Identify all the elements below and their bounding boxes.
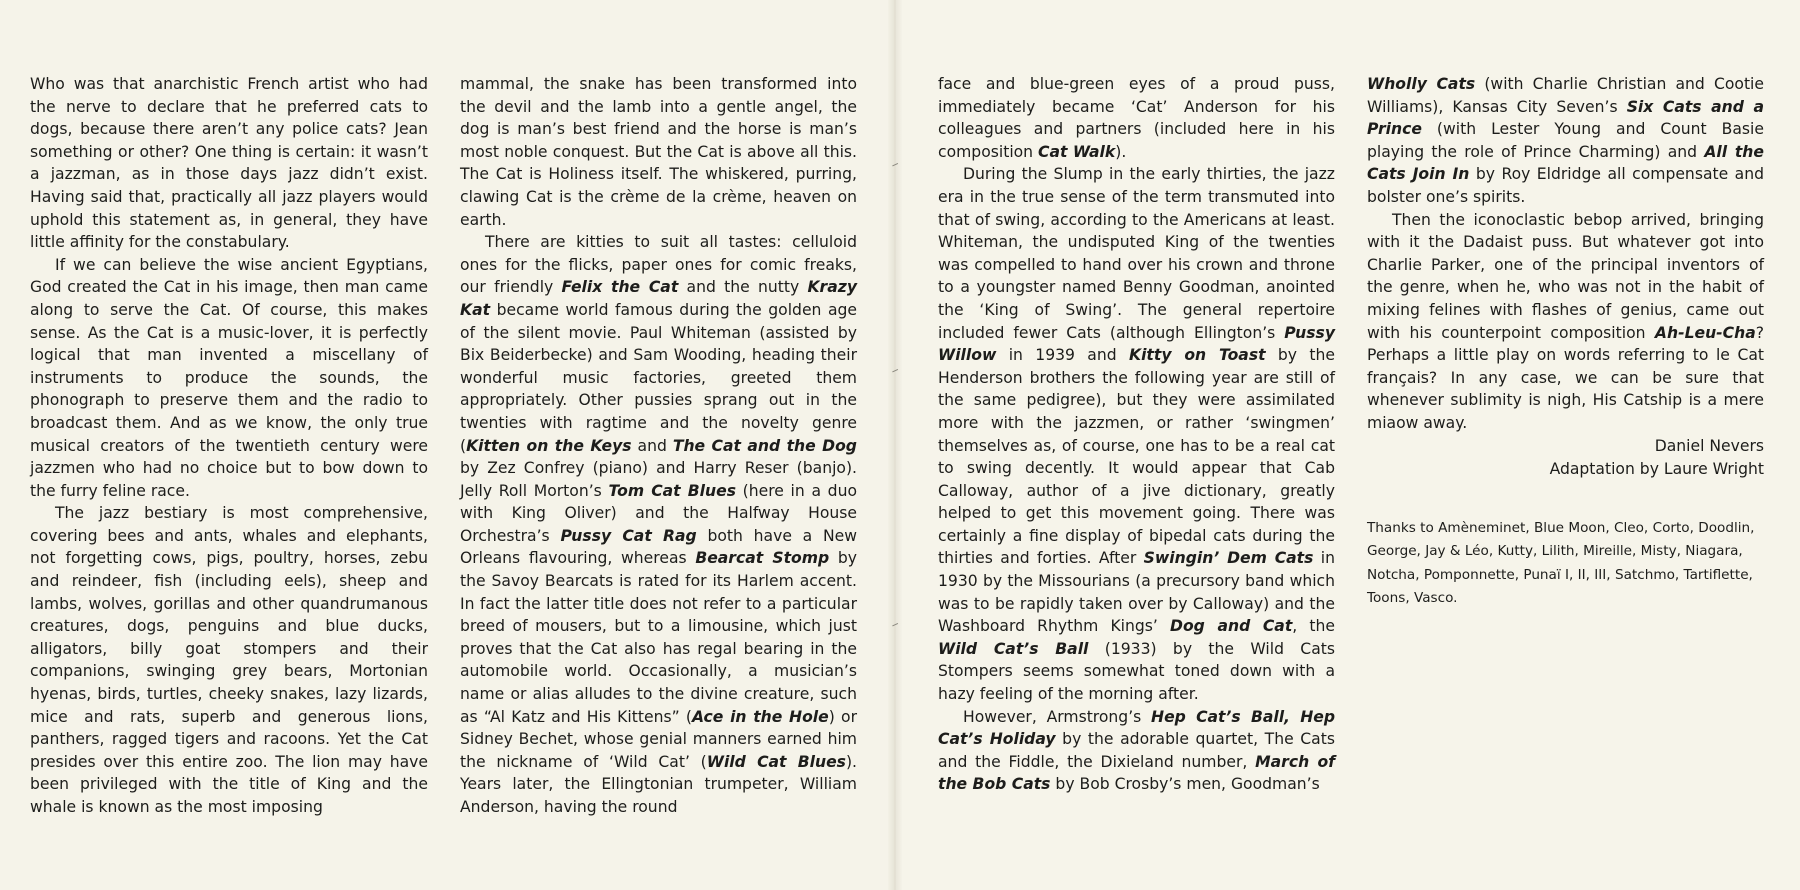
column-4 bbox=[1367, 73, 1764, 611]
song-title: Kitten on the Keys bbox=[466, 436, 632, 455]
paragraph: face and blue-green eyes of a proud puss, immediately became ‘Cat’ Anderson for his colleagues and partners (included here in his composition Cat Walk). bbox=[938, 75, 1335, 161]
paragraph: There are kitties to suit all tastes: celluloid ones for the flicks, paper ones for comic freaks, our friendly Felix the Cat and the nutty Krazy Kat became world famous during the golden age of the silent movie. Paul Whiteman (assisted by Bix Beiderbecke) and Sam Wooding, heading their wonderful music factories, greeted them appropriately. Other pussies sprang out in the twenties with ragtime and the novelty genre (Kitten on the Keys and The Cat and the Dog by Zez Confrey (piano) and Harry Reser (banjo). Jelly Roll Morton’s Tom Cat Blues (here in a duo with King Oliver) and the Halfway House Orchestra’s Pussy Cat Rag both have a New Orleans flavouring, whereas Bearcat Stomp by the Savoy Bearcats is rated for its Harlem accent. In fact the latter title does not refer to a particular breed of mousers, but to a limousine, which just proves that the Cat also has regal bearing in the automobile world. Occasionally, a musician’s name or alias alludes to the divine creature, such as “Al Katz and His Kittens” (Ace in the Hole) or Sidney Bechet, whose genial manners earned him the nickname of ‘Wild Cat’ (Wild Cat Blues). Years later, the Ellingtonian trumpeter, William Anderson, having the round bbox=[460, 233, 858, 816]
song-title: March of the Bob Cats bbox=[938, 752, 1335, 794]
column-1 bbox=[30, 73, 428, 819]
song-title: Pussy Willow bbox=[938, 323, 1335, 365]
song-title: Wholly Cats bbox=[1367, 75, 1476, 93]
thanks-note: Thanks to Amèneminet, Blue Moon, Cleo, Corto, Doodlin, George, Jay & Léo, Kutty, Lilith, Mireille, Misty, Niagara, Notcha, Pomponnette, Punaï I, II, III, Satchmo, Tartiflette, Toons, Vasco. bbox=[1367, 519, 1755, 606]
page-gutter bbox=[888, 0, 902, 890]
song-title: All the Cats Join In bbox=[1367, 142, 1764, 184]
song-title: Felix the Cat bbox=[561, 278, 679, 297]
author-name: Daniel Nevers bbox=[1654, 436, 1764, 455]
song-title: Cat Walk bbox=[1038, 142, 1116, 161]
song-title: Swingin’ Dem Cats bbox=[1143, 549, 1314, 568]
paragraph: If we can believe the wise ancient Egyptians, God created the Cat in his image, then man came along to serve the Cat. Of course, this makes sense. As the Cat is a music-lover, it is perfectly logical that man invented a miscellany of instruments to produce the sounds, the phonograph to preserve them and the radio to broadcast them. And as we know, the only true musical creators of the twentieth century were jazzmen who had no choice but to bow down to the furry feline race. bbox=[30, 255, 428, 500]
song-title: Wild Cat’s Ball bbox=[938, 639, 1089, 658]
column-2 bbox=[460, 73, 857, 819]
paragraph: During the Slump in the early thirties, the jazz era in the true sense of the term transmuted into that of swing, according to the Americans at least. Whiteman, the undisputed King of the twenties was compelled to hand over his crown and throne to a youngster named Benny Goodman, anointed the ‘King of Swing’. The general repertoire included fewer Cats (although Ellington’s Pussy Willow in 1939 and Kitty on Toast by the Henderson brothers the following year are still of the same pedigree), but they were assimilated more with the jazzmen, or rather ‘swingmen’ themselves as, of course, one has to be a real cat to swing decently. It would appear that Cab Calloway, author of a jive dictionary, greatly helped to get this movement going. There was certainly a fine display of bipedal cats during the thirties and forties. After Swingin’ Dem Cats in 1930 by the Missourians (a precursory band which was to be rapidly taken over by Calloway) and the Washboard Rhythm Kings’ Dog and Cat, the Wild Cat’s Ball (1933) by the Wild Cats Stompers seems somewhat toned down with a hazy feeling of the morning after. bbox=[938, 165, 1335, 704]
song-title: Ah-Leu-Cha bbox=[1654, 323, 1756, 342]
paragraph: Wholly Cats (with Charlie Christian and Cootie Williams), Kansas City Seven’s Six Cats and a Prince (with Lester Young and Count Basie playing the role of Prince Charming) and All the Cats Join In by Roy Eldridge all compensate and bolster one’s spirits. bbox=[1367, 75, 1764, 206]
song-title: Wild Cat Blues bbox=[706, 752, 846, 771]
song-title: Bearcat Stomp bbox=[695, 549, 830, 568]
song-title: Dog and Cat bbox=[1170, 617, 1293, 636]
paragraph: However, Armstrong’s Hep Cat’s Ball, Hep Cat’s Holiday by the adorable quartet, The Cats and the Fiddle, the Dixieland number, March of the Bob Cats by Bob Crosby’s men, Goodman’s bbox=[938, 707, 1335, 794]
song-title: Hep Cat’s Ball, Hep Cat’s Holiday bbox=[938, 707, 1335, 749]
paragraph: Who was that anarchistic French artist who had the nerve to declare that he preferred cats to dogs, because there aren’t any police cats? Jean something or other? One thing is certain: it wasn’t a jazzman, as in those days jazz didn’t exist. Having said that, practically all jazz players would uphold this statement as, in general, they have little affinity for the constabulary. bbox=[30, 75, 428, 252]
paragraph: The jazz bestiary is most comprehensive, covering bees and ants, whales and elephants, not forgetting cows, pigs, poultry, horses, zebu and reindeer, fish (including eels), sheep and lambs, wolves, gorillas and other quandrumanous creatures, dogs, penguins and blue ducks, alligators, billy goat stompers and their companions, swinging grey bears, Mortonian hyenas, birds, turtles, cheeky snakes, lazy lizards, mice and rats, superb and generous lions, panthers, ragged tigers and racoons. Yet the Cat presides over this entire zoo. The lion may have been privileged with the title of King and the whale is known as the most imposing bbox=[30, 504, 428, 816]
song-title: Six Cats and a Prince bbox=[1367, 97, 1764, 139]
paragraph: Then the iconoclastic bebop arrived, bringing with it the Dadaist puss. But whatever got into Charlie Parker, one of the principal inventors of the genre, when he, who was not in the habit of mixing felines with flashes of genius, came out with his counterpoint composition Ah-Leu-Cha? Perhaps a little play on words referring to le Cat français? In any case, we can be sure that whenever sublimity is nigh, His Catship is a mere miaow away. bbox=[1367, 210, 1764, 432]
song-title: Krazy Kat bbox=[460, 278, 858, 319]
song-title: Kitty on Toast bbox=[1129, 346, 1266, 365]
song-title: Ace in the Hole bbox=[691, 707, 829, 726]
song-title: Tom Cat Blues bbox=[608, 481, 736, 500]
song-title: Pussy Cat Rag bbox=[560, 526, 697, 545]
adaptation-credit: Adaptation by Laure Wright bbox=[1549, 459, 1764, 478]
song-title: The Cat and the Dog bbox=[672, 436, 857, 455]
paragraph: mammal, the snake has been transformed into the devil and the lamb into a gentle angel, the dog is man’s best friend and the horse is man’s most noble conquest. But the Cat is above all this. The Cat is Holiness itself. The whiskered, purring, clawing Cat is the crème de la crème, heaven on earth. bbox=[460, 75, 857, 229]
column-3 bbox=[938, 73, 1335, 796]
